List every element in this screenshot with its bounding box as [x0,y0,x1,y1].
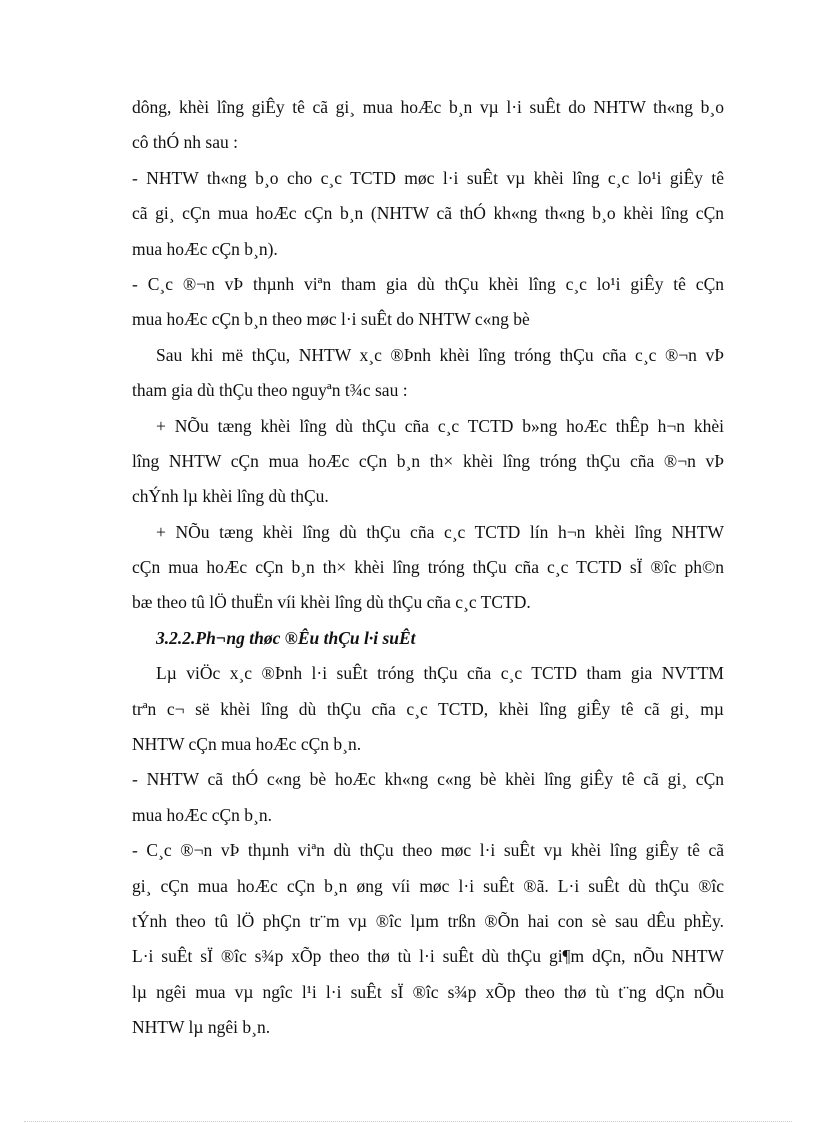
text-line: - C¸c ®¬n vÞ thµnh viªn dù thÇu theo møc l·i suÊt vµ khèi lîng giÊy tê cã [132,840,724,861]
text-line: gi¸ cÇn mua hoÆc cÇn b¸n øng víi møc l·i suÊt ®ã. L·i suÊt dù thÇu ®îc [132,875,724,896]
text-line: lîng NHTW cÇn mua hoÆc cÇn b¸n th× khèi lîng tróng thÇu cña ®¬n vÞ [132,450,724,471]
text-line: tÝnh theo tû lÖ phÇn tr¨m vµ ®îc lµm trßn ®Õn hai con sè sau dÊu phÈy. [132,910,724,931]
text-line: cÇn mua hoÆc cÇn b¸n th× khèi lîng tróng thÇu cña c¸c TCTD sÏ ®îc ph©n [132,557,724,578]
text-line: cã gi¸ cÇn mua hoÆc cÇn b¸n (NHTW cã thÓ kh«ng th«ng b¸o khèi lîng cÇn [132,203,724,224]
text-line: mua hoÆc cÇn b¸n theo møc l·i suÊt do NHTW c«ng bè [132,309,530,330]
section-heading: 3.2.2.Ph¬ng thøc ®Êu thÇu l·i suÊt [156,627,416,648]
document-body [132,90,724,1046]
text-line: lµ ngêi mua vµ ngîc l¹i l·i suÊt sÏ ®îc s¾p xÕp theo thø tù t¨ng dÇn nÕu [132,981,724,1002]
text-line: tham gia dù thÇu theo nguyªn t¾c sau : [132,380,408,401]
text-line: + NÕu tæng khèi lîng dù thÇu cña c¸c TCTD lín h¬n khèi lîng NHTW [156,521,724,542]
text-line: trªn c¬ së khèi lîng dù thÇu cña c¸c TCTD, khèi lîng giÊy tê cã gi¸ mµ [132,698,724,719]
text-line: NHTW cÇn mua hoÆc cÇn b¸n. [132,734,362,755]
text-line: NHTW lµ ngêi b¸n. [132,1017,271,1038]
text-line: dông, khèi lîng giÊy tê cã gi¸ mua hoÆc b¸n vµ l·i suÊt do NHTW th«ng b¸o [132,97,724,117]
page-bottom-dotted-rule [24,1121,792,1122]
text-line: - C¸c ®¬n vÞ thµnh viªn tham gia dù thÇu khèi lîng c¸c lo¹i giÊy tê cÇn [132,273,724,294]
text-line: chÝnh lµ khèi lîng dù thÇu. [132,486,329,507]
text-line: - NHTW cã thÓ c«ng bè hoÆc kh«ng c«ng bè khèi lîng giÊy tê cã gi¸ cÇn [132,769,724,790]
text-line: mua hoÆc cÇn b¸n. [132,804,272,825]
text-line: - NHTW th«ng b¸o cho c¸c TCTD møc l·i suÊt vµ khèi lîng c¸c lo¹i giÊy tê [132,167,724,188]
text-line: Sau khi më thÇu, NHTW x¸c ®Þnh khèi lîng tróng thÇu cña c¸c ®¬n vÞ [156,344,724,365]
text-line: mua hoÆc cÇn b¸n). [132,238,278,259]
text-line: Lµ viÖc x¸c ®Þnh l·i suÊt tróng thÇu cña c¸c TCTD tham gia NVTTM [156,663,724,684]
text-line: L·i suÊt sÏ ®îc s¾p xÕp theo thø tù l·i suÊt dù thÇu gi¶m dÇn, nÕu NHTW [132,946,724,967]
text-line: bæ theo tû lÖ thuËn víi khèi lîng dù thÇu cña c¸c TCTD. [132,592,531,613]
text-line: + NÕu tæng khèi lîng dù thÇu cña c¸c TCTD b»ng hoÆc thÊp h¬n khèi [156,415,724,436]
text-line: cô thÓ nh sau : [132,132,238,153]
